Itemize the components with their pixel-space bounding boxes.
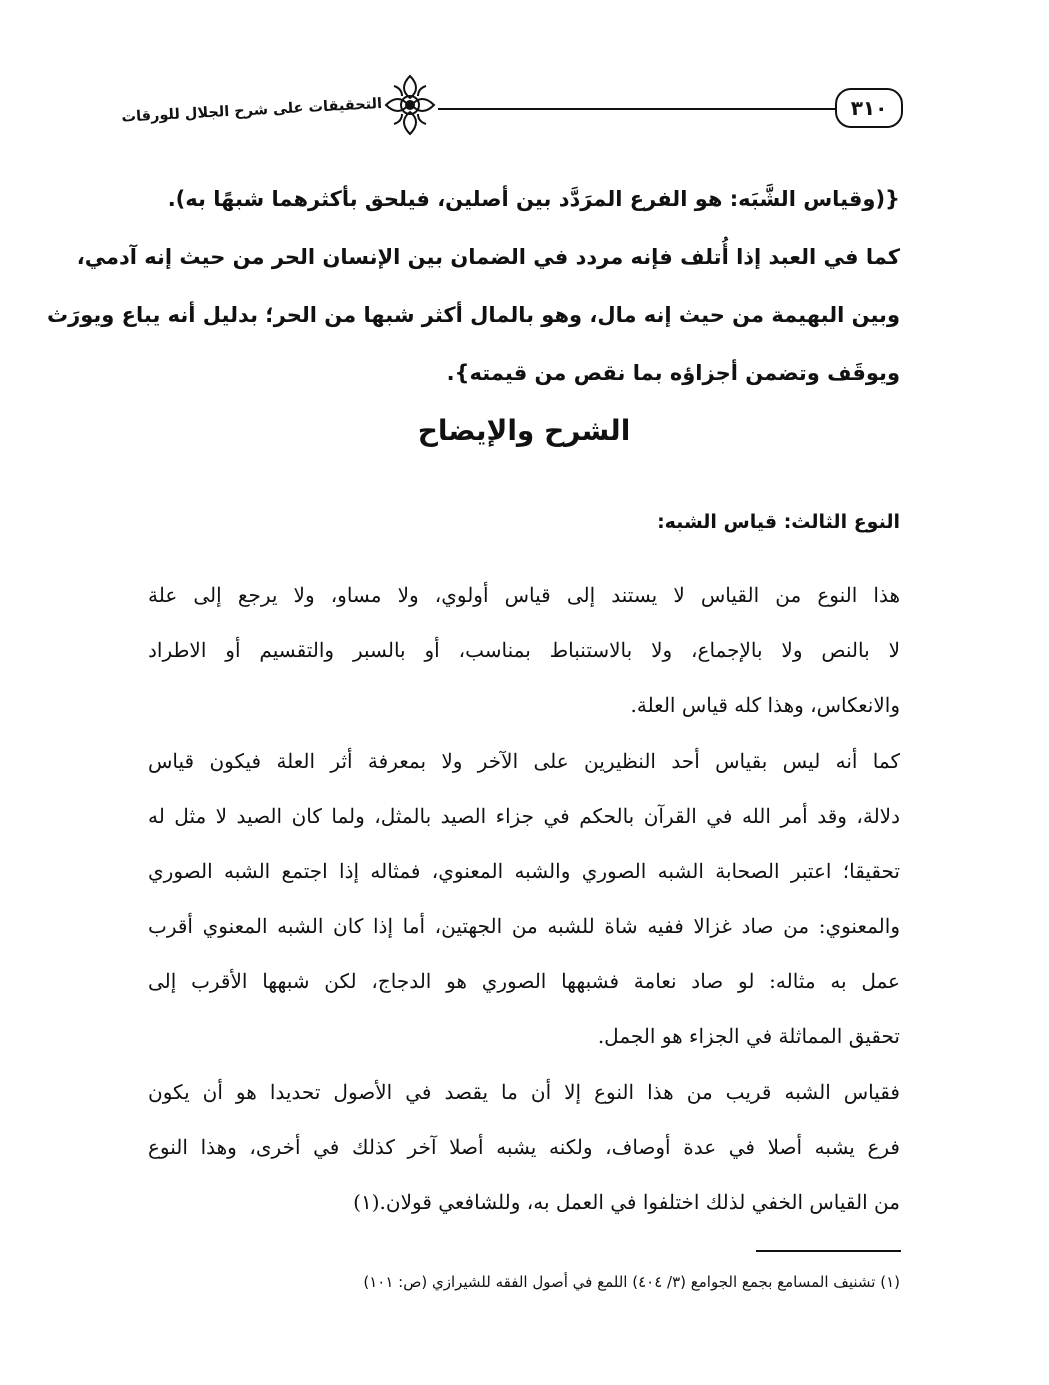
matn-quote	[47, 170, 900, 402]
paragraph-line: فقياس الشبه قريب من هذا النوع إلا أن ما يقصد في الأصول تحديدا هو أن يكون	[148, 1080, 900, 1104]
footnote-rule	[756, 1250, 901, 1252]
paragraph-line: فرع يشبه أصلا في عدة أوصاف، ولكنه يشبه أصلا آخر كذلك في أخرى، وهذا النوع	[148, 1135, 900, 1159]
paragraph-line: والمعنوي: من صاد غزالا ففيه شاة للشبه من الجهتين، أما إذا كان الشبه المعنوي أقرب	[148, 914, 900, 938]
paragraph	[148, 734, 900, 1064]
quote-line: وبين البهيمة من حيث إنه مال، وهو بالمال أكثر شبها من الحر؛ بدليل أنه يباع ويورَث	[47, 303, 900, 327]
quote-line: ويوقَف وتضمن أجزاؤه بما نقص من قيمته}.	[446, 361, 900, 385]
paragraph-line: تحقيقا؛ اعتبر الصحابة الشبه الصوري والشبه المعنوي، فمثاله إذا اجتمع الشبه الصوري	[148, 859, 900, 883]
paragraph-line: والانعكاس، وهذا كله قياس العلة.	[630, 693, 900, 717]
footnote: (١) تشنيف المسامع بجمع الجوامع (٣/ ٤٠٤) اللمع في أصول الفقه للشيرازي (ص: ١٠١)	[363, 1273, 900, 1291]
paragraph-line: دلالة، وقد أمر الله في القرآن بالحكم في جزاء الصيد بالمثل، ولما كان الصيد لا مثل له	[148, 804, 900, 828]
paragraph	[148, 1065, 900, 1230]
page-header	[121, 70, 903, 140]
running-title: التحقيقات على شرح الجلال للورقات	[121, 96, 383, 126]
subheading: النوع الثالث: قياس الشبه:	[657, 511, 900, 533]
ornament-icon	[380, 70, 440, 140]
paragraph-line: من القياس الخفي لذلك اختلفوا في العمل به، وللشافعي قولان.(١)	[353, 1190, 900, 1214]
paragraph-line: تحقيق المماثلة في الجزاء هو الجمل.	[597, 1024, 900, 1048]
paragraph-line: هذا النوع من القياس لا يستند إلى قياس أولوي، ولا مساو، ولا يرجع إلى علة	[148, 583, 900, 607]
paragraph-line: عمل به مثاله: لو صاد نعامة فشبهها الصوري هو الدجاج، لكن شبهها الأقرب إلى	[148, 969, 900, 993]
quote-line: {(وقياس الشَّبَه: هو الفرع المرَدَّد بين أصلين، فيلحق بأكثرهما شبهًا به).	[167, 187, 900, 211]
paragraph-line: لا بالنص ولا بالإجماع، ولا بالاستنباط بمناسب، أو بالسبر والتقسيم أو الاطراد	[148, 638, 900, 662]
quote-line: كما في العبد إذا أُتلف فإنه مردد في الضمان بين الإنسان الحر من حيث إنه آدمي،	[76, 245, 900, 269]
page-number: ٣١٠	[835, 88, 903, 128]
header-rule	[438, 108, 837, 110]
section-heading: الشرح والإيضاح	[417, 414, 631, 447]
paragraph-line: كما أنه ليس بقياس أحد النظيرين على الآخر ولا بمعرفة أثر العلة فيكون قياس	[148, 749, 900, 773]
paragraph	[148, 568, 900, 733]
